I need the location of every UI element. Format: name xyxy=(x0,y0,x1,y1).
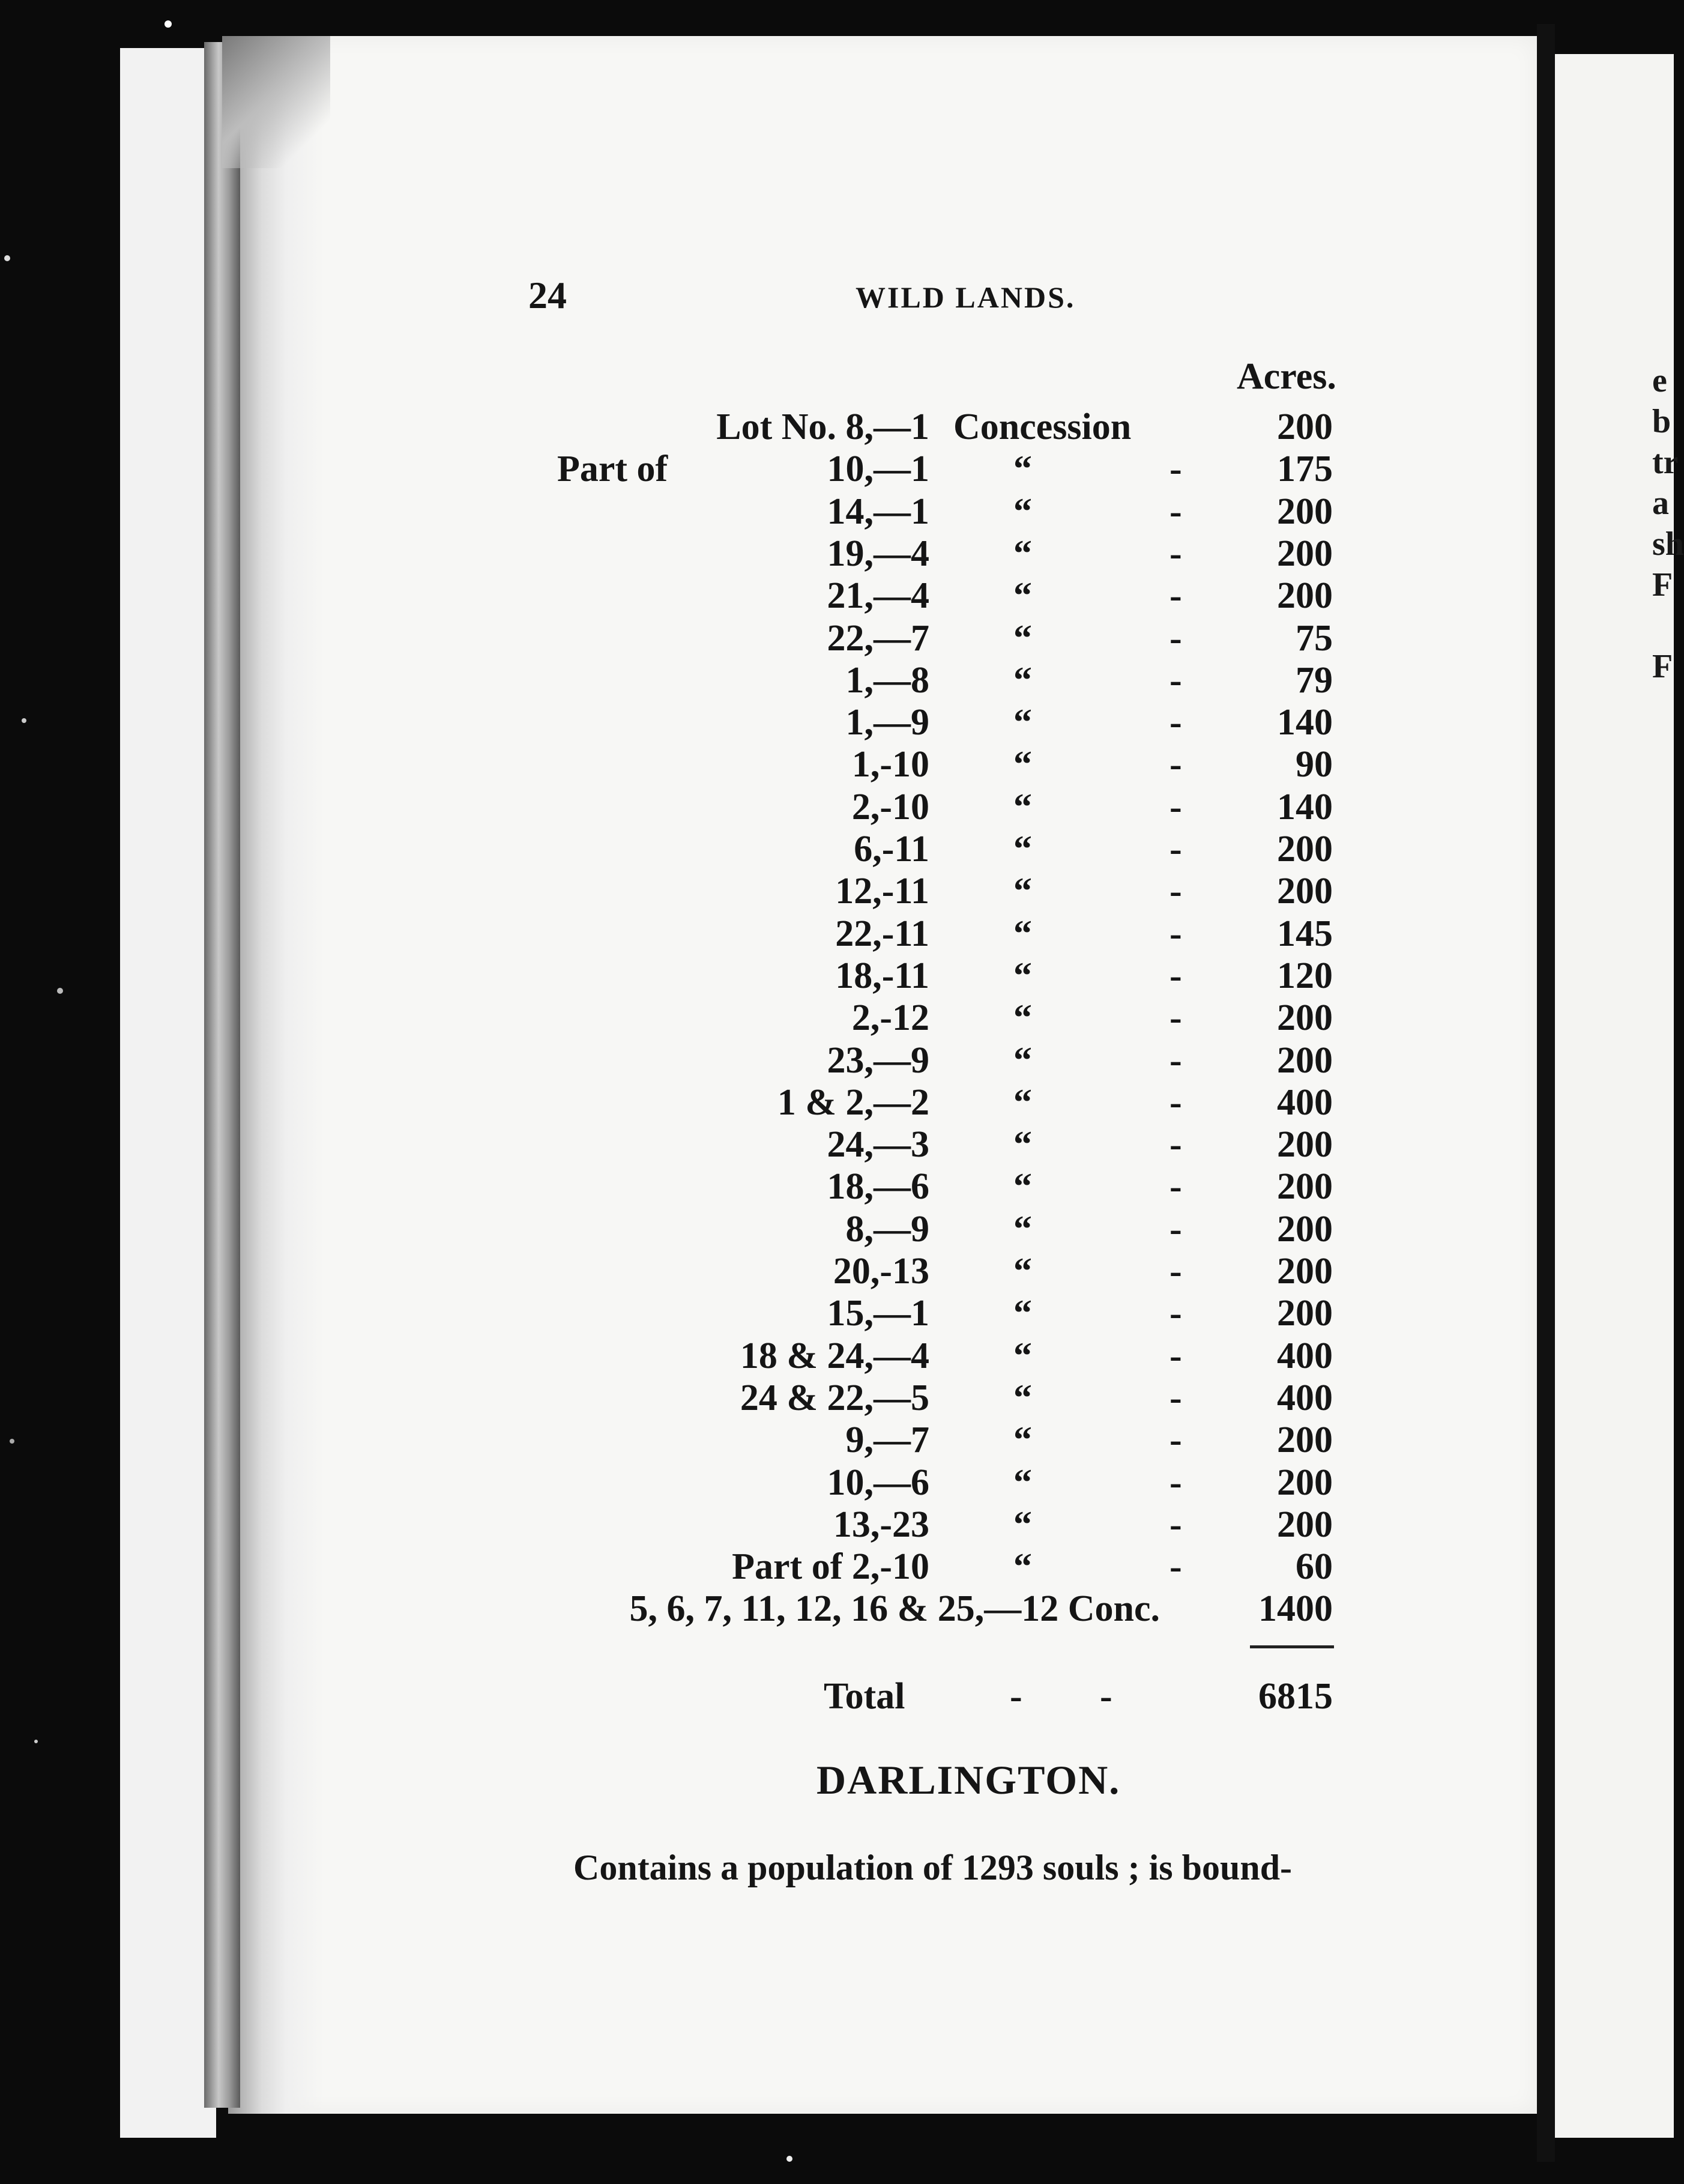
row-acres: 200 xyxy=(1277,1293,1333,1334)
row-ditto: “ xyxy=(1013,1420,1032,1460)
row-ditto: “ xyxy=(1013,1251,1032,1292)
row-acres: 400 xyxy=(1277,1378,1333,1418)
row-dash: - xyxy=(1169,533,1182,574)
row-dash: - xyxy=(1169,491,1182,532)
row-concession: Concession xyxy=(953,407,1132,447)
row-lot: 8,—9 xyxy=(845,1209,929,1250)
row-ditto: “ xyxy=(1013,744,1032,785)
binding-edge xyxy=(204,42,240,2108)
row-dash: - xyxy=(1169,575,1182,616)
concession-line-acres: 1400 xyxy=(1258,1588,1333,1629)
row-acres: 140 xyxy=(1277,787,1333,827)
left-margin-strip xyxy=(120,48,216,2138)
row-dash: - xyxy=(1169,1040,1182,1081)
row-acres: 400 xyxy=(1277,1082,1333,1123)
acres-heading: Acres. xyxy=(1237,356,1336,397)
row-dash: - xyxy=(1169,829,1182,870)
row-acres: 175 xyxy=(1277,449,1333,489)
total-value: 6815 xyxy=(1258,1676,1333,1717)
row-acres: 200 xyxy=(1277,407,1333,447)
row-dash: - xyxy=(1169,1420,1182,1460)
row-acres: 200 xyxy=(1277,1462,1333,1503)
row-lot: 13,-23 xyxy=(833,1504,929,1545)
row-acres: 200 xyxy=(1277,1124,1333,1165)
page-corner-fold xyxy=(222,36,330,168)
body-text: Contains a population of 1293 souls ; is bound- xyxy=(573,1848,1293,1887)
row-ditto: “ xyxy=(1013,575,1032,616)
row-lot: 18 & 24,—4 xyxy=(740,1336,929,1376)
row-lot: 9,—7 xyxy=(845,1420,929,1460)
page-gutter xyxy=(1537,24,1555,2162)
row-ditto: “ xyxy=(1013,618,1032,659)
row-lot: 23,—9 xyxy=(827,1040,929,1081)
row-lot: Lot No. 8,—1 xyxy=(716,407,929,447)
row-dash: - xyxy=(1169,618,1182,659)
row-dash: - xyxy=(1169,1504,1182,1545)
row-ditto: “ xyxy=(1013,1293,1032,1334)
row-ditto: “ xyxy=(1013,1336,1032,1376)
row-lot: 10,—6 xyxy=(827,1462,929,1503)
concession-line: 5, 6, 7, 11, 12, 16 & 25,—12 Conc. xyxy=(629,1588,1160,1629)
row-lot: 1,—8 xyxy=(845,660,929,701)
row-dash: - xyxy=(1169,1124,1182,1165)
facing-fragment: F xyxy=(1652,648,1673,685)
row-acres: 200 xyxy=(1277,1251,1333,1292)
row-dash: - xyxy=(1169,1546,1182,1587)
row-dash: - xyxy=(1169,1336,1182,1376)
row-dash: - xyxy=(1169,1462,1182,1503)
row-acres: 200 xyxy=(1277,1166,1333,1207)
row-dash: - xyxy=(1169,1209,1182,1250)
row-ditto: “ xyxy=(1013,997,1032,1038)
row-acres: 200 xyxy=(1277,1209,1333,1250)
row-lot: 22,—7 xyxy=(827,618,929,659)
row-ditto: “ xyxy=(1013,533,1032,574)
row-ditto: “ xyxy=(1013,702,1032,743)
facing-fragment: e xyxy=(1652,362,1667,399)
row-ditto: “ xyxy=(1013,1462,1032,1503)
facing-fragment: sh xyxy=(1652,525,1684,563)
row-dash: - xyxy=(1169,1293,1182,1334)
row-ditto: “ xyxy=(1013,1040,1032,1081)
row-acres: 120 xyxy=(1277,955,1333,996)
section-heading: DARLINGTON. xyxy=(816,1757,1121,1803)
row-dash: - xyxy=(1169,660,1182,701)
facing-fragment xyxy=(1652,605,1684,646)
row-lot: 21,—4 xyxy=(827,575,929,616)
row-ditto: “ xyxy=(1013,1546,1032,1587)
row-prefix: Part of xyxy=(557,449,668,489)
row-dash: - xyxy=(1169,702,1182,743)
row-acres: 145 xyxy=(1277,913,1333,954)
row-lot: 19,—4 xyxy=(827,533,929,574)
row-dash: - xyxy=(1169,1251,1182,1292)
running-title: WILD LANDS. xyxy=(856,280,1076,314)
row-dash: - xyxy=(1169,787,1182,827)
row-ditto: “ xyxy=(1013,1166,1032,1207)
row-lot: 24 & 22,—5 xyxy=(740,1378,929,1418)
row-ditto: “ xyxy=(1013,449,1032,489)
row-ditto: “ xyxy=(1013,829,1032,870)
total-dash: - xyxy=(1100,1676,1112,1717)
row-ditto: “ xyxy=(1013,913,1032,954)
row-lot: 1 & 2,—2 xyxy=(777,1082,929,1123)
row-dash: - xyxy=(1169,871,1182,912)
row-ditto: “ xyxy=(1013,1504,1032,1545)
row-acres: 400 xyxy=(1277,1336,1333,1376)
total-rule xyxy=(1250,1645,1334,1648)
row-lot: 18,—6 xyxy=(827,1166,929,1207)
row-lot: 1,-10 xyxy=(851,744,929,785)
facing-fragment: F xyxy=(1652,566,1673,603)
row-ditto: “ xyxy=(1013,1209,1032,1250)
row-dash: - xyxy=(1169,955,1182,996)
row-dash: - xyxy=(1169,997,1182,1038)
total-dash: - xyxy=(1010,1676,1022,1717)
facing-fragment: tr xyxy=(1652,444,1679,481)
row-acres: 200 xyxy=(1277,1420,1333,1460)
row-lot: 1,—9 xyxy=(845,702,929,743)
row-acres: 200 xyxy=(1277,1040,1333,1081)
row-dash: - xyxy=(1169,1378,1182,1418)
row-lot: 24,—3 xyxy=(827,1124,929,1165)
row-dash: - xyxy=(1169,913,1182,954)
row-lot: 6,-11 xyxy=(854,829,929,870)
row-acres: 60 xyxy=(1296,1546,1333,1587)
facing-fragment: b xyxy=(1652,403,1671,440)
row-lot: 22,-11 xyxy=(835,913,929,954)
row-lot: 2,-12 xyxy=(851,997,929,1038)
row-dash: - xyxy=(1169,744,1182,785)
row-lot: 2,-10 xyxy=(851,787,929,827)
row-ditto: “ xyxy=(1013,1082,1032,1123)
row-lot: Part of 2,-10 xyxy=(732,1546,929,1587)
row-ditto: “ xyxy=(1013,871,1032,912)
row-lot: 10,—1 xyxy=(827,449,929,489)
row-acres: 200 xyxy=(1277,829,1333,870)
row-acres: 90 xyxy=(1296,744,1333,785)
row-ditto: “ xyxy=(1013,491,1032,532)
page-number: 24 xyxy=(528,274,567,316)
total-label: Total xyxy=(824,1676,905,1717)
row-acres: 200 xyxy=(1277,871,1333,912)
row-acres: 79 xyxy=(1296,660,1333,701)
row-dash: - xyxy=(1169,1166,1182,1207)
row-acres: 200 xyxy=(1277,575,1333,616)
row-acres: 200 xyxy=(1277,533,1333,574)
row-lot: 20,-13 xyxy=(833,1251,929,1292)
facing-fragment: a xyxy=(1652,485,1669,522)
row-acres: 200 xyxy=(1277,997,1333,1038)
row-dash: - xyxy=(1169,449,1182,489)
row-ditto: “ xyxy=(1013,1378,1032,1418)
row-ditto: “ xyxy=(1013,955,1032,996)
row-acres: 140 xyxy=(1277,702,1333,743)
row-acres: 200 xyxy=(1277,1504,1333,1545)
row-ditto: “ xyxy=(1013,787,1032,827)
row-acres: 75 xyxy=(1296,618,1333,659)
row-ditto: “ xyxy=(1013,660,1032,701)
row-lot: 18,-11 xyxy=(835,955,929,996)
row-lot: 15,—1 xyxy=(827,1293,929,1334)
row-lot: 12,-11 xyxy=(835,871,929,912)
page-binding-shadow xyxy=(228,36,324,2114)
facing-page-text xyxy=(1652,360,1684,687)
row-dash: - xyxy=(1169,1082,1182,1123)
row-ditto: “ xyxy=(1013,1124,1032,1165)
row-lot: 14,—1 xyxy=(827,491,929,532)
row-acres: 200 xyxy=(1277,491,1333,532)
